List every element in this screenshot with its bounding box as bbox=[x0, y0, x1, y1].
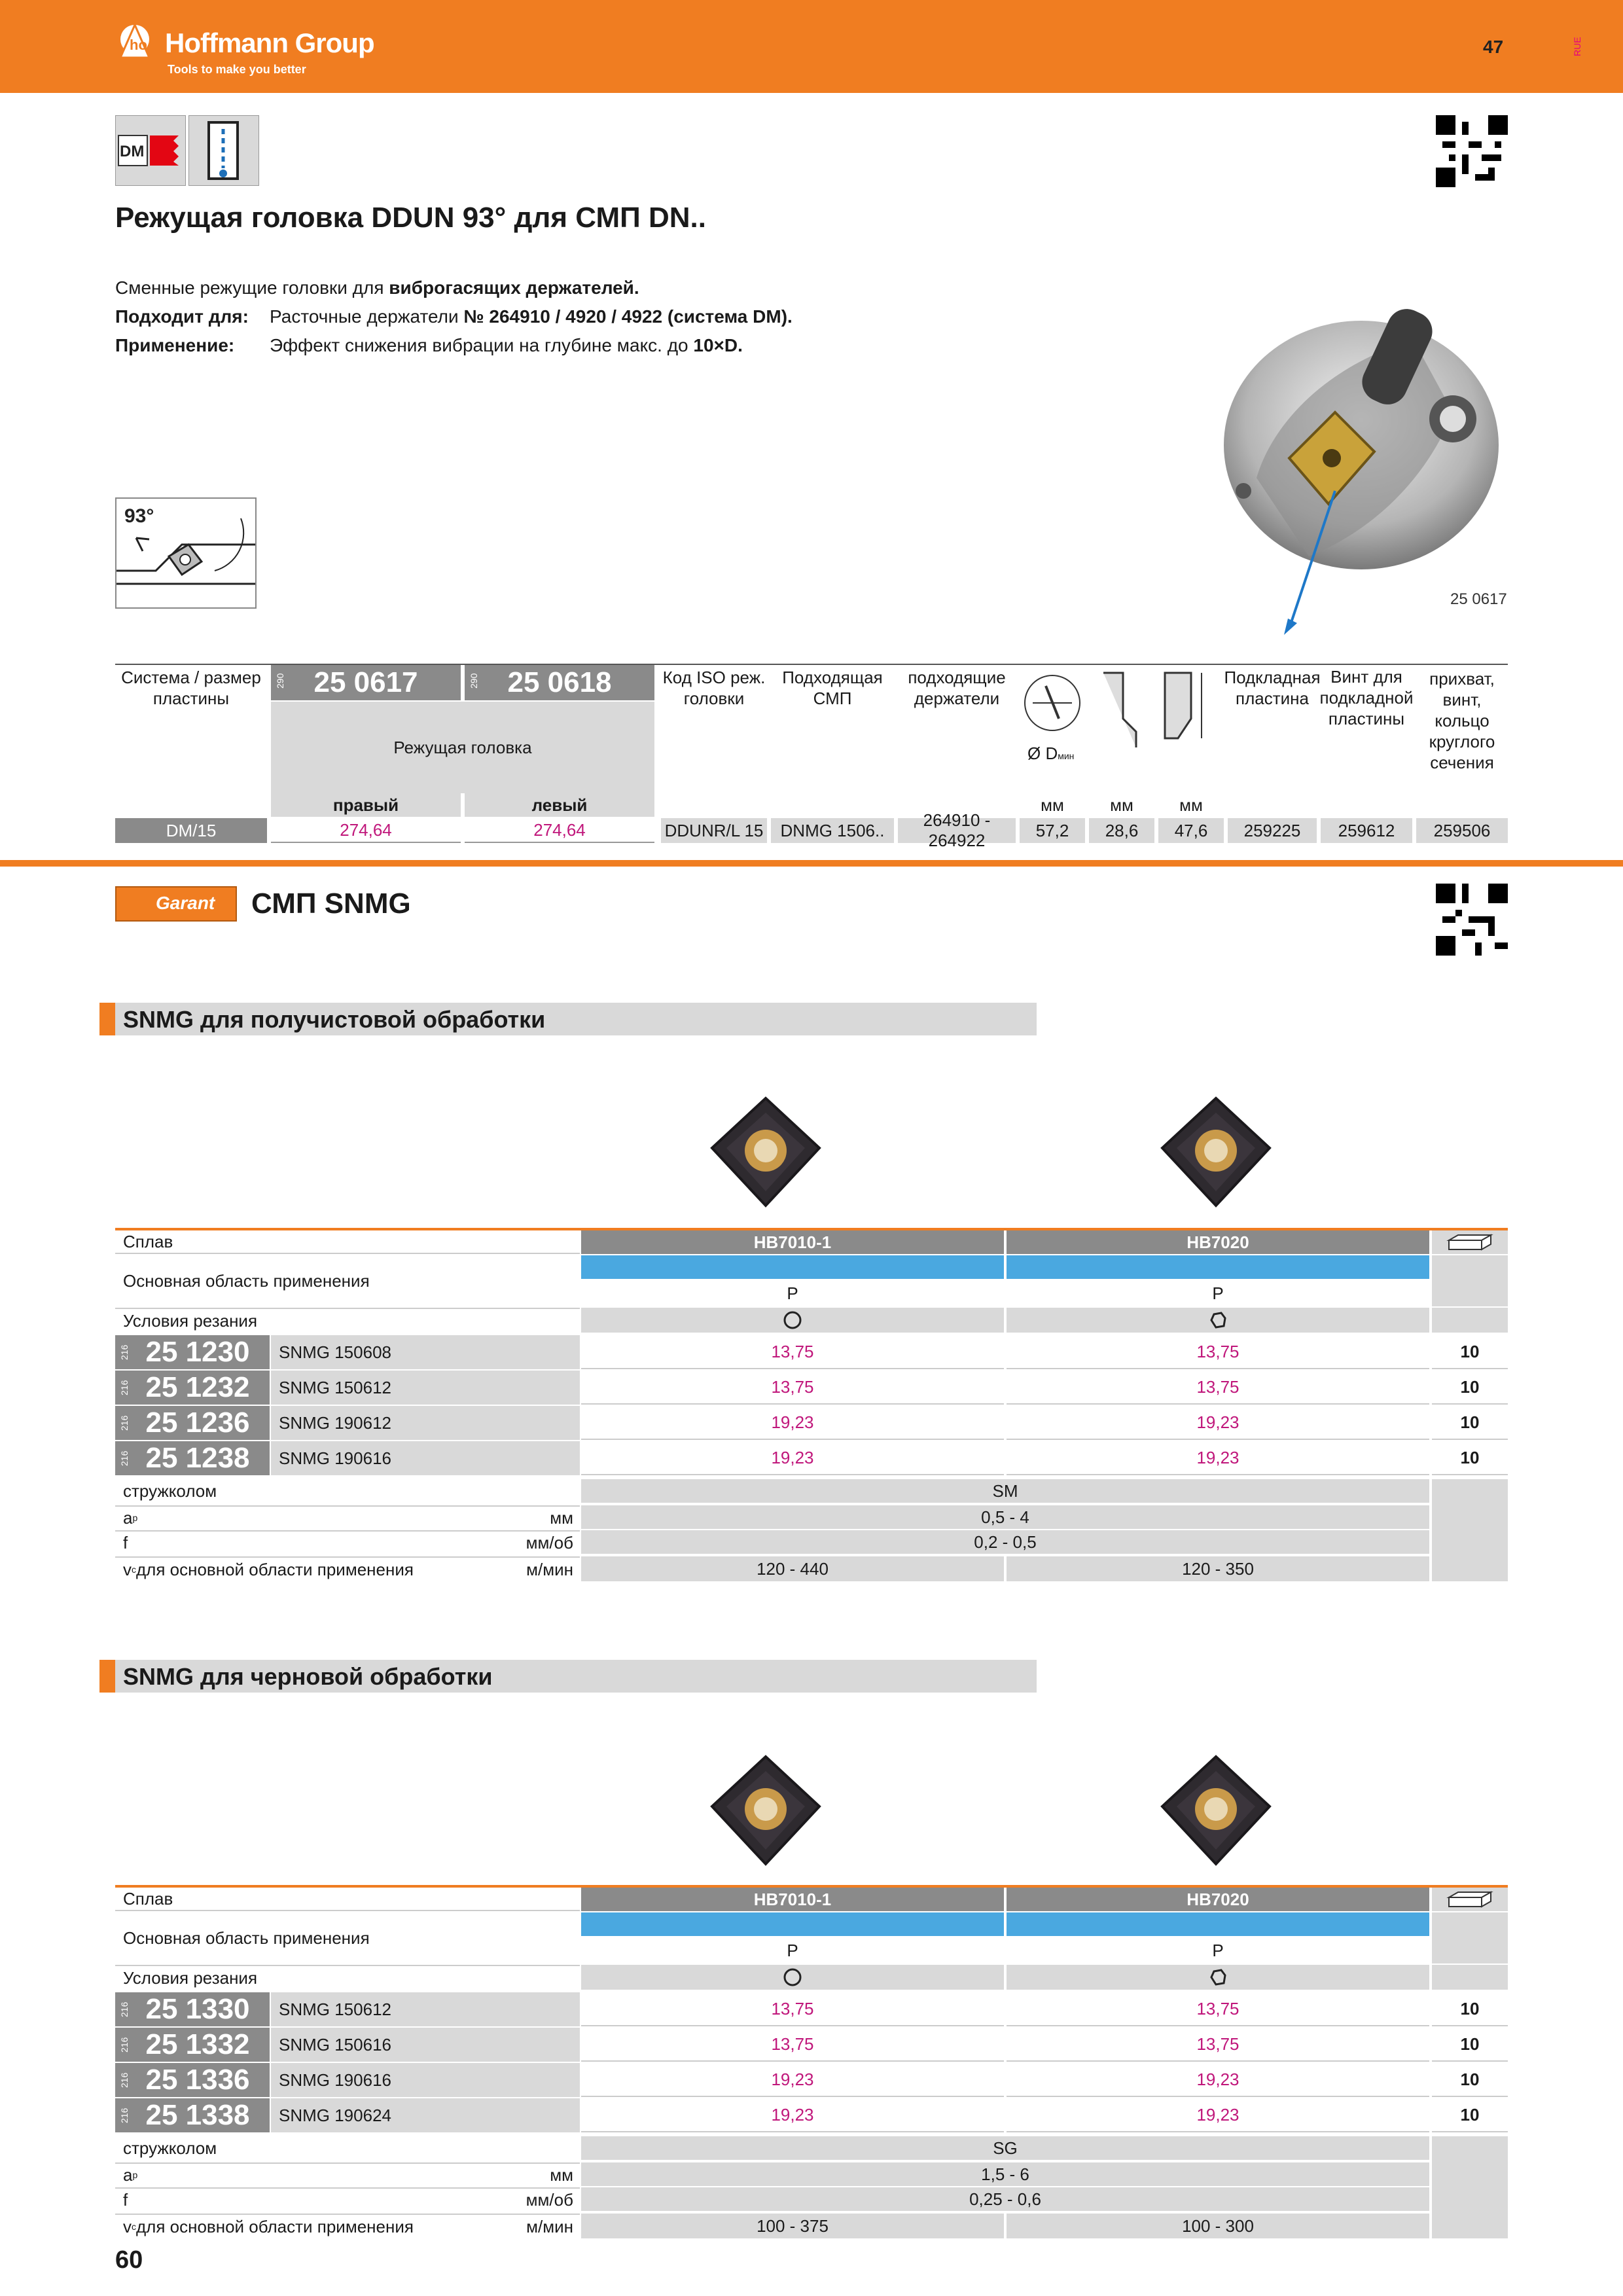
unit-d1: мм bbox=[1041, 795, 1064, 815]
pack-qty: 10 bbox=[1432, 1406, 1508, 1440]
price-grade-2[interactable]: 19,23 bbox=[1007, 1441, 1429, 1475]
fits-value: Расточные держатели № 264910 / 4920 / 4922 (система DM). bbox=[270, 306, 793, 327]
col-iso-header: Код ISO реж. головки bbox=[662, 668, 766, 708]
insert-code: SNMG 150612 bbox=[271, 1371, 580, 1405]
grade-1: HB7010-1 bbox=[581, 1888, 1004, 1911]
art-number[interactable]: 216 25 1232 bbox=[115, 1371, 270, 1405]
pack-qty: 10 bbox=[1432, 1371, 1508, 1405]
group-label: Режущая головка bbox=[271, 702, 654, 793]
vc-value-1: 120 - 440 bbox=[581, 1556, 1004, 1581]
chipbreaker-value: SM bbox=[581, 1479, 1429, 1503]
area-color-1 bbox=[581, 1912, 1004, 1936]
row-d3: 47,6 bbox=[1158, 818, 1224, 843]
pack-qty: 10 bbox=[1432, 1335, 1508, 1369]
image-caption: 25 0617 bbox=[1450, 590, 1507, 608]
brand-name: Hoffmann Group bbox=[165, 27, 374, 58]
pack-qty: 10 bbox=[1432, 1441, 1508, 1475]
brand-tagline: Tools to make you better bbox=[168, 63, 306, 76]
dim-l1-icon bbox=[1097, 666, 1149, 751]
package-icon bbox=[1432, 1888, 1508, 1911]
insert-image bbox=[707, 1093, 825, 1211]
price-left[interactable]: 274,64 bbox=[465, 818, 654, 843]
vc-label: v c для основной области применения м/мин bbox=[115, 2214, 580, 2238]
price-grade-2[interactable]: 19,23 bbox=[1007, 2098, 1429, 2132]
insert-image bbox=[707, 1751, 825, 1869]
art-number[interactable]: 216 25 1238 bbox=[115, 1441, 270, 1475]
package-icon bbox=[1432, 1230, 1508, 1254]
qr-code-icon[interactable] bbox=[1436, 115, 1508, 187]
art-number[interactable]: 216 25 1338 bbox=[115, 2098, 270, 2132]
dmin-diagram: Ø Dмин bbox=[1020, 666, 1085, 779]
col-holders-header: подходящие держатели bbox=[908, 668, 1006, 708]
row-iso: DDUNR/L 15 bbox=[661, 818, 767, 843]
ap-label: a p мм bbox=[115, 2162, 580, 2186]
price-grade-1[interactable]: 13,75 bbox=[581, 1371, 1004, 1405]
unit-d2: мм bbox=[1110, 795, 1133, 815]
chipbreaker-label: стружколом bbox=[123, 2138, 217, 2158]
art-number[interactable]: 216 25 1336 bbox=[115, 2063, 270, 2097]
price-grade-2[interactable]: 13,75 bbox=[1007, 1335, 1429, 1369]
area-value-1: P bbox=[787, 1283, 798, 1303]
angle-diagram bbox=[115, 497, 257, 609]
f-label: f мм/об bbox=[115, 2187, 580, 2211]
ap-value: 0,5 - 4 bbox=[581, 1505, 1429, 1529]
price-right[interactable]: 274,64 bbox=[271, 818, 461, 843]
use-value: Эффект снижения вибрации на глубине макс. до 10×D. bbox=[270, 335, 743, 355]
price-grade-2[interactable]: 19,23 bbox=[1007, 1406, 1429, 1440]
cond-label: Условия резания bbox=[115, 1965, 580, 1990]
price-grade-1[interactable]: 19,23 bbox=[581, 1441, 1004, 1475]
row-system: DM/15 bbox=[115, 818, 267, 843]
use-label: Применение: bbox=[115, 335, 235, 355]
area-color-2 bbox=[1007, 1255, 1429, 1279]
ap-value: 1,5 - 6 bbox=[581, 2162, 1429, 2186]
area-value-2: P bbox=[1212, 1283, 1224, 1303]
f-label: f мм/об bbox=[115, 1530, 580, 1554]
price-grade-1[interactable]: 13,75 bbox=[581, 2028, 1004, 2062]
grade-2: HB7020 bbox=[1007, 1888, 1429, 1911]
page-number-top: 47 bbox=[1483, 37, 1504, 57]
cond-label: Условия резания bbox=[115, 1308, 580, 1333]
internal-coolant-icon bbox=[188, 115, 259, 186]
svg-text:ho: ho bbox=[130, 37, 147, 53]
svg-text:DM: DM bbox=[120, 143, 145, 160]
cutting-head-image bbox=[1178, 281, 1518, 635]
col-screw-header: Винт для подкладной пластины bbox=[1319, 667, 1414, 728]
cond-normal-icon bbox=[1007, 1308, 1429, 1333]
garant-logo: Garant bbox=[115, 886, 237, 922]
col-shim-header: Подкладная пластина bbox=[1224, 668, 1321, 708]
vc-label: v c для основной области применения м/мин bbox=[115, 1556, 580, 1581]
price-grade-2[interactable]: 13,75 bbox=[1007, 1992, 1429, 2026]
fits-label: Подходит для: bbox=[115, 306, 249, 327]
col-system-header: Система / размер пластины bbox=[121, 668, 261, 708]
pack-qty: 10 bbox=[1432, 2098, 1508, 2132]
product-title: Режущая головка DDUN 93° для СМП DN.. bbox=[115, 202, 706, 234]
ap-label: a p мм bbox=[115, 1505, 580, 1529]
row-holders: 264910 - 264922 bbox=[898, 818, 1016, 843]
grade-2: HB7020 bbox=[1007, 1230, 1429, 1254]
row-d1: 57,2 bbox=[1020, 818, 1085, 843]
chipbreaker-label: стружколом bbox=[123, 1480, 217, 1501]
insert-code: SNMG 190616 bbox=[271, 2063, 580, 2097]
pack-qty: 10 bbox=[1432, 2063, 1508, 2097]
art-number[interactable]: 216 25 1236 bbox=[115, 1406, 270, 1440]
row-insert[interactable]: DNMG 1506.. bbox=[771, 818, 894, 843]
row-shim[interactable]: 259225 bbox=[1228, 818, 1317, 843]
sub-left: левый bbox=[465, 793, 654, 817]
art-number[interactable]: 216 25 1230 bbox=[115, 1335, 270, 1369]
vc-value-2: 100 - 300 bbox=[1007, 2214, 1429, 2238]
snmg-title: СМП SNMG bbox=[251, 888, 411, 920]
area-label: Основная область применения bbox=[123, 1270, 370, 1291]
insert-image bbox=[1157, 1751, 1275, 1869]
area-color-2 bbox=[1007, 1912, 1429, 1936]
dim-l2-icon bbox=[1158, 666, 1211, 751]
f-value: 0,25 - 0,6 bbox=[581, 2187, 1429, 2211]
unit-d3: мм bbox=[1179, 795, 1203, 815]
insert-code: SNMG 190616 bbox=[271, 1441, 580, 1475]
page-number-bottom: 60 bbox=[115, 2246, 143, 2274]
price-grade-1[interactable]: 19,23 bbox=[581, 1406, 1004, 1440]
section-semi-finishing: SNMG для получистовой обработки bbox=[99, 1003, 1037, 1035]
f-value: 0,2 - 0,5 bbox=[581, 1530, 1429, 1554]
hoffmann-logo-icon bbox=[115, 20, 168, 59]
insert-code: SNMG 190624 bbox=[271, 2098, 580, 2132]
price-grade-1[interactable]: 19,23 bbox=[581, 2098, 1004, 2132]
vc-value-1: 100 - 375 bbox=[581, 2214, 1004, 2238]
svg-text:93°: 93° bbox=[124, 505, 154, 527]
insert-code: SNMG 150616 bbox=[271, 2028, 580, 2062]
area-color-1 bbox=[581, 1255, 1004, 1279]
row-clamp[interactable]: 259506 bbox=[1416, 818, 1508, 843]
chipbreaker-value: SG bbox=[581, 2136, 1429, 2160]
price-grade-2[interactable]: 19,23 bbox=[1007, 2063, 1429, 2097]
cond-stable-icon bbox=[581, 1308, 1004, 1333]
product-description: Сменные режущие головки для виброгасящих держателей. bbox=[115, 278, 639, 298]
price-grade-2[interactable]: 13,75 bbox=[1007, 1371, 1429, 1405]
section-divider bbox=[0, 860, 1623, 867]
row-screw[interactable]: 259612 bbox=[1321, 818, 1412, 843]
dm-system-icon bbox=[115, 115, 186, 186]
col-clamp-header: прихват, винт, кольцо круглого сечения bbox=[1429, 669, 1495, 772]
insert-code: SNMG 190612 bbox=[271, 1406, 580, 1440]
alloy-label: Сплав bbox=[115, 1230, 580, 1254]
cond-normal-icon bbox=[1007, 1965, 1429, 1990]
section-roughing: SNMG для черновой обработки bbox=[99, 1660, 1037, 1693]
price-grade-1[interactable]: 13,75 bbox=[581, 1335, 1004, 1369]
art-header-right: 290 25 0617 bbox=[271, 665, 461, 700]
pack-qty: 10 bbox=[1432, 1992, 1508, 2026]
insert-code: SNMG 150608 bbox=[271, 1335, 580, 1369]
pack-qty: 10 bbox=[1432, 2028, 1508, 2062]
vc-value-2: 120 - 350 bbox=[1007, 1556, 1429, 1581]
grade-1: HB7010-1 bbox=[581, 1230, 1004, 1254]
qr-code-icon[interactable] bbox=[1436, 884, 1508, 956]
area-label: Основная область применения bbox=[123, 1928, 370, 1948]
sub-right: правый bbox=[271, 793, 461, 817]
col-insert-header: Подходящая СМП bbox=[782, 668, 883, 708]
price-grade-1[interactable]: 13,75 bbox=[581, 1992, 1004, 2026]
art-number[interactable]: 216 25 1330 bbox=[115, 1992, 270, 2026]
alloy-label: Сплав bbox=[115, 1888, 580, 1911]
insert-image bbox=[1157, 1093, 1275, 1211]
language-tag: RUE bbox=[1572, 37, 1582, 56]
art-number[interactable]: 216 25 1332 bbox=[115, 2028, 270, 2062]
area-value-1: P bbox=[787, 1940, 798, 1960]
art-header-left: 290 25 0618 bbox=[465, 665, 654, 700]
row-d2: 28,6 bbox=[1089, 818, 1154, 843]
price-grade-2[interactable]: 13,75 bbox=[1007, 2028, 1429, 2062]
cond-stable-icon bbox=[581, 1965, 1004, 1990]
insert-code: SNMG 150612 bbox=[271, 1992, 580, 2026]
area-value-2: P bbox=[1212, 1940, 1224, 1960]
price-grade-1[interactable]: 19,23 bbox=[581, 2063, 1004, 2097]
